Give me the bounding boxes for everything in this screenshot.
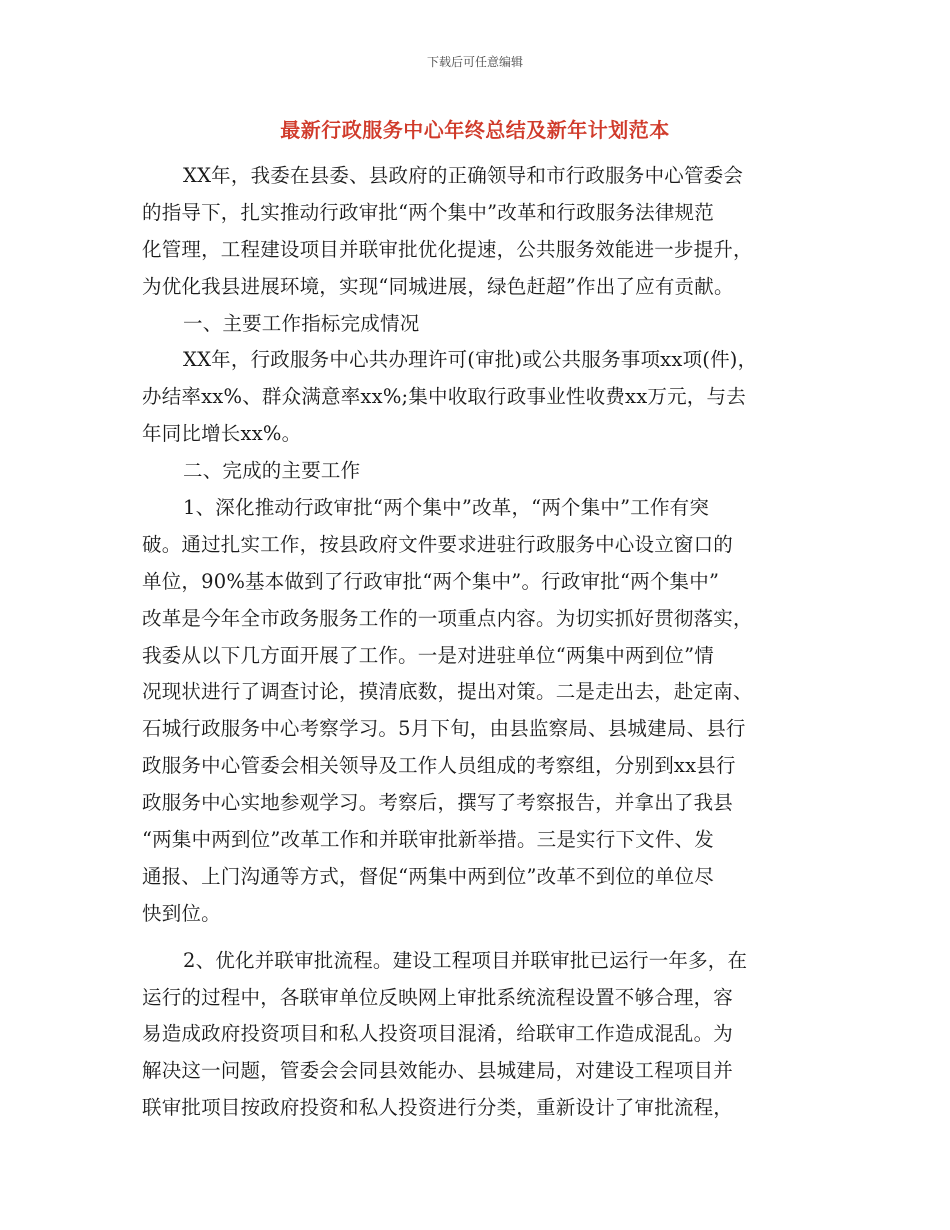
body-line: 快到位。 xyxy=(142,901,221,925)
body-line: 单位，90%基本做到了行政审批“两个集中”。行政审批“两个集中” xyxy=(142,569,720,593)
body-line: 化管理，工程建设项目并联审批优化提速，公共服务效能进一步提升， xyxy=(142,237,753,261)
body-line: 为优化我县进展环境，实现“同城进展，绿色赶超”作出了应有贡献。 xyxy=(142,274,734,298)
body-line: 的指导下，扎实推动行政审批“两个集中”改革和行政服务法律规范 xyxy=(142,200,714,224)
body-line: 年同比增长xx%。 xyxy=(142,422,302,446)
page-header: 下载后可任意编辑 xyxy=(426,55,523,69)
body-line: 易造成政府投资项目和私人投资项目混淆，给联审工作造成混乱。为 xyxy=(142,1022,734,1046)
body-line: 解决这一问题，管委会会同县效能办、县城建局，对建设工程项目并 xyxy=(142,1059,734,1083)
body-line: 况现状进行了调查讨论，摸清底数，提出对策。二是走出去，赴定南、 xyxy=(142,680,753,704)
body-line: 办结率xx%、群众满意率xx%;集中收取行政事业性收费xx万元，与去 xyxy=(142,385,746,409)
body-line: 政服务中心实地参观学习。考察后，撰写了考察报告，并拿出了我县 xyxy=(142,791,734,815)
body-line: 改革是今年全市政务服务工作的一项重点内容。为切实抓好贯彻落实， xyxy=(142,606,753,630)
body-line: 1、深化推动行政审批“两个集中”改革，“两个集中”工作有突 xyxy=(183,496,710,520)
body-line: 通报、上门沟通等方式，督促“两集中两到位”改革不到位的单位尽 xyxy=(142,864,714,888)
body-line: XX年，行政服务中心共办理许可(审批)或公共服务事项xx项(件)， xyxy=(183,348,758,372)
body-line: 石城行政服务中心考察学习。5月下旬，由县监察局、县城建局、县行 xyxy=(142,717,746,741)
body-line: 破。通过扎实工作，按县政府文件要求进驻行政服务中心设立窗口的 xyxy=(142,532,734,556)
body-line: 政服务中心管委会相关领导及工作人员组成的考察组，分别到xx县行 xyxy=(142,754,736,778)
body-line: 联审批项目按政府投资和私人投资进行分类，重新设计了审批流程， xyxy=(142,1096,734,1120)
body-line: XX年，我委在县委、县政府的正确领导和市行政服务中心管委会 xyxy=(183,164,744,187)
document-body xyxy=(142,158,822,1127)
body-line: 2、优化并联审批流程。建设工程项目并联审批已运行一年多，在 xyxy=(183,948,748,972)
body-line: 运行的过程中，各联审单位反映网上审批系统流程设置不够合理，容 xyxy=(142,985,734,1009)
body-line: “两集中两到位”改革工作和并联审批新举措。三是实行下文件、发 xyxy=(142,828,714,852)
body-line: 我委从以下几方面开展了工作。一是对进驻单位“两集中两到位”情 xyxy=(142,643,714,667)
body-line: 二、完成的主要工作 xyxy=(183,459,361,483)
document-title: 最新行政服务中心年终总结及新年计划范本 xyxy=(280,118,670,142)
body-line: 一、主要工作指标完成情况 xyxy=(183,311,420,335)
